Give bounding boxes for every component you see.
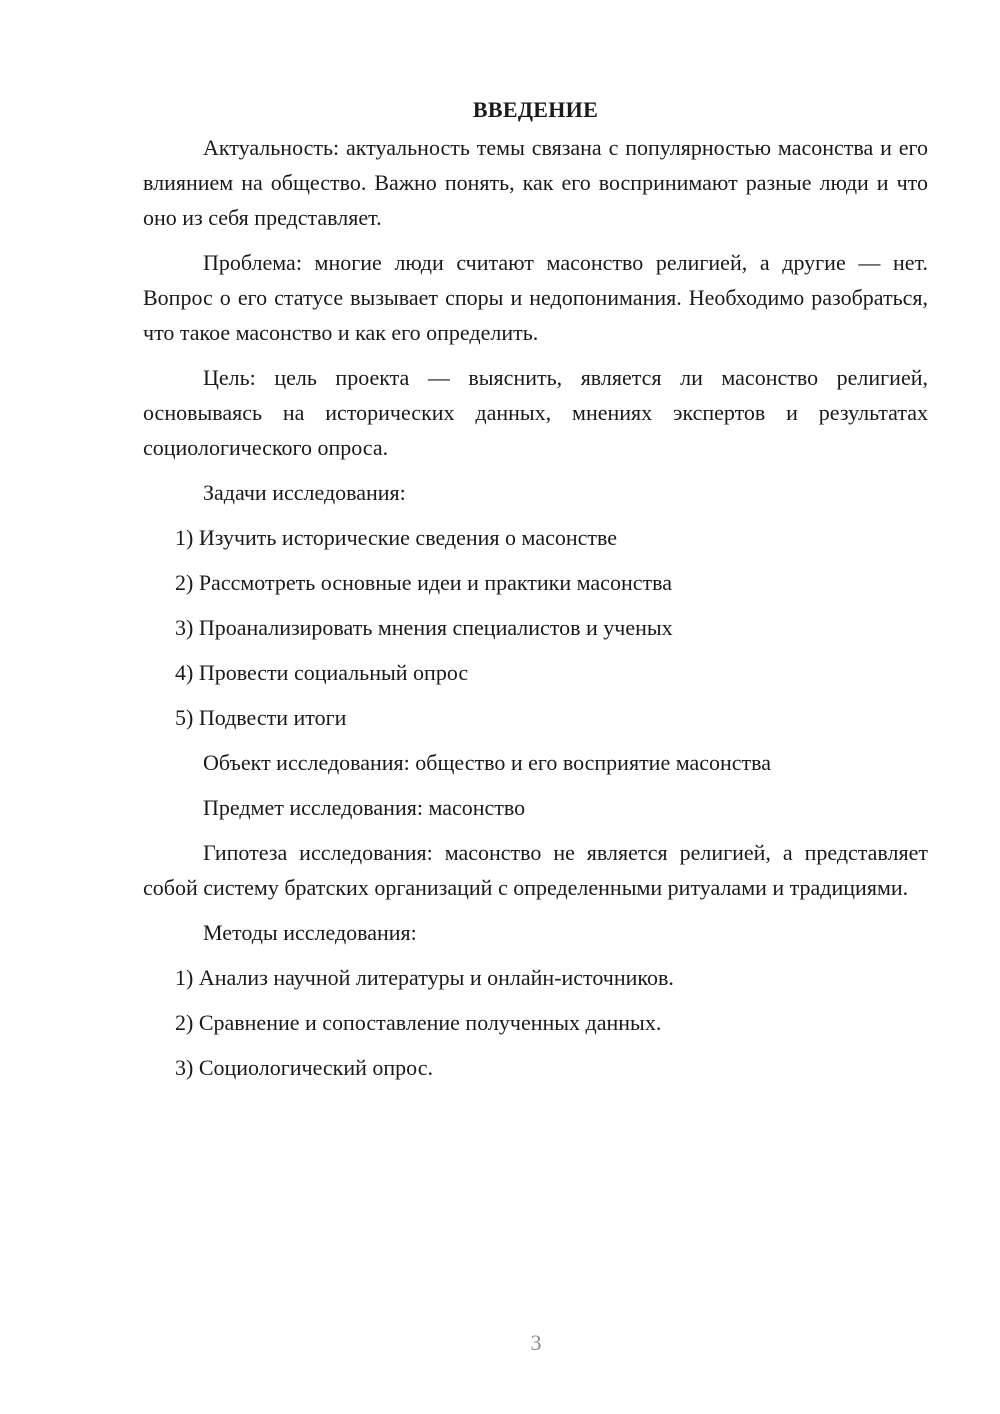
hypothesis-paragraph: Гипотеза исследования: масонство не является религией, а представляет собой систему братских организаций с определенными ритуалами и традициями.: [143, 840, 928, 900]
list-item: 1) Изучить исторические сведения о масонстве: [175, 525, 618, 550]
subject-paragraph: Предмет исследования: масонство: [203, 795, 526, 820]
methods-list: [143, 960, 928, 1085]
actuality-paragraph: Актуальность: актуальность темы связана с популярностью масонства и его влиянием на общество. Важно понять, как его воспринимают разные люди и что оно из себя представляет.: [143, 135, 928, 230]
list-item: 1) Анализ научной литературы и онлайн-источников.: [175, 965, 674, 990]
tasks-heading: Задачи исследования:: [203, 480, 406, 505]
list-item: 5) Подвести итоги: [175, 705, 347, 730]
list-item: 4) Провести социальный опрос: [175, 660, 469, 685]
problem-paragraph: Проблема: многие люди считают масонство религией, а другие — нет. Вопрос о его статусе вызывает споры и недопонимания. Необходимо разобраться, что такое масонство и как его определить.: [143, 250, 928, 345]
object-paragraph: Объект исследования: общество и его восприятие масонства: [203, 750, 772, 775]
methods-heading: Методы исследования:: [203, 920, 417, 945]
list-item: 2) Сравнение и сопоставление полученных данных.: [175, 1010, 662, 1035]
document-page: [143, 92, 928, 1095]
section-title: ВВЕДЕНИЕ: [472, 97, 599, 122]
list-item: 2) Рассмотреть основные идеи и практики масонства: [175, 570, 672, 595]
list-item: 3) Проанализировать мнения специалистов и ученых: [175, 615, 673, 640]
tasks-list: [143, 520, 928, 735]
page-number: 3: [530, 1330, 542, 1355]
goal-paragraph: Цель: цель проекта — выяснить, является ли масонство религией, основываясь на исторических данных, мнениях экспертов и результатах социологического опроса.: [143, 365, 928, 460]
list-item: 3) Социологический опрос.: [175, 1055, 433, 1080]
